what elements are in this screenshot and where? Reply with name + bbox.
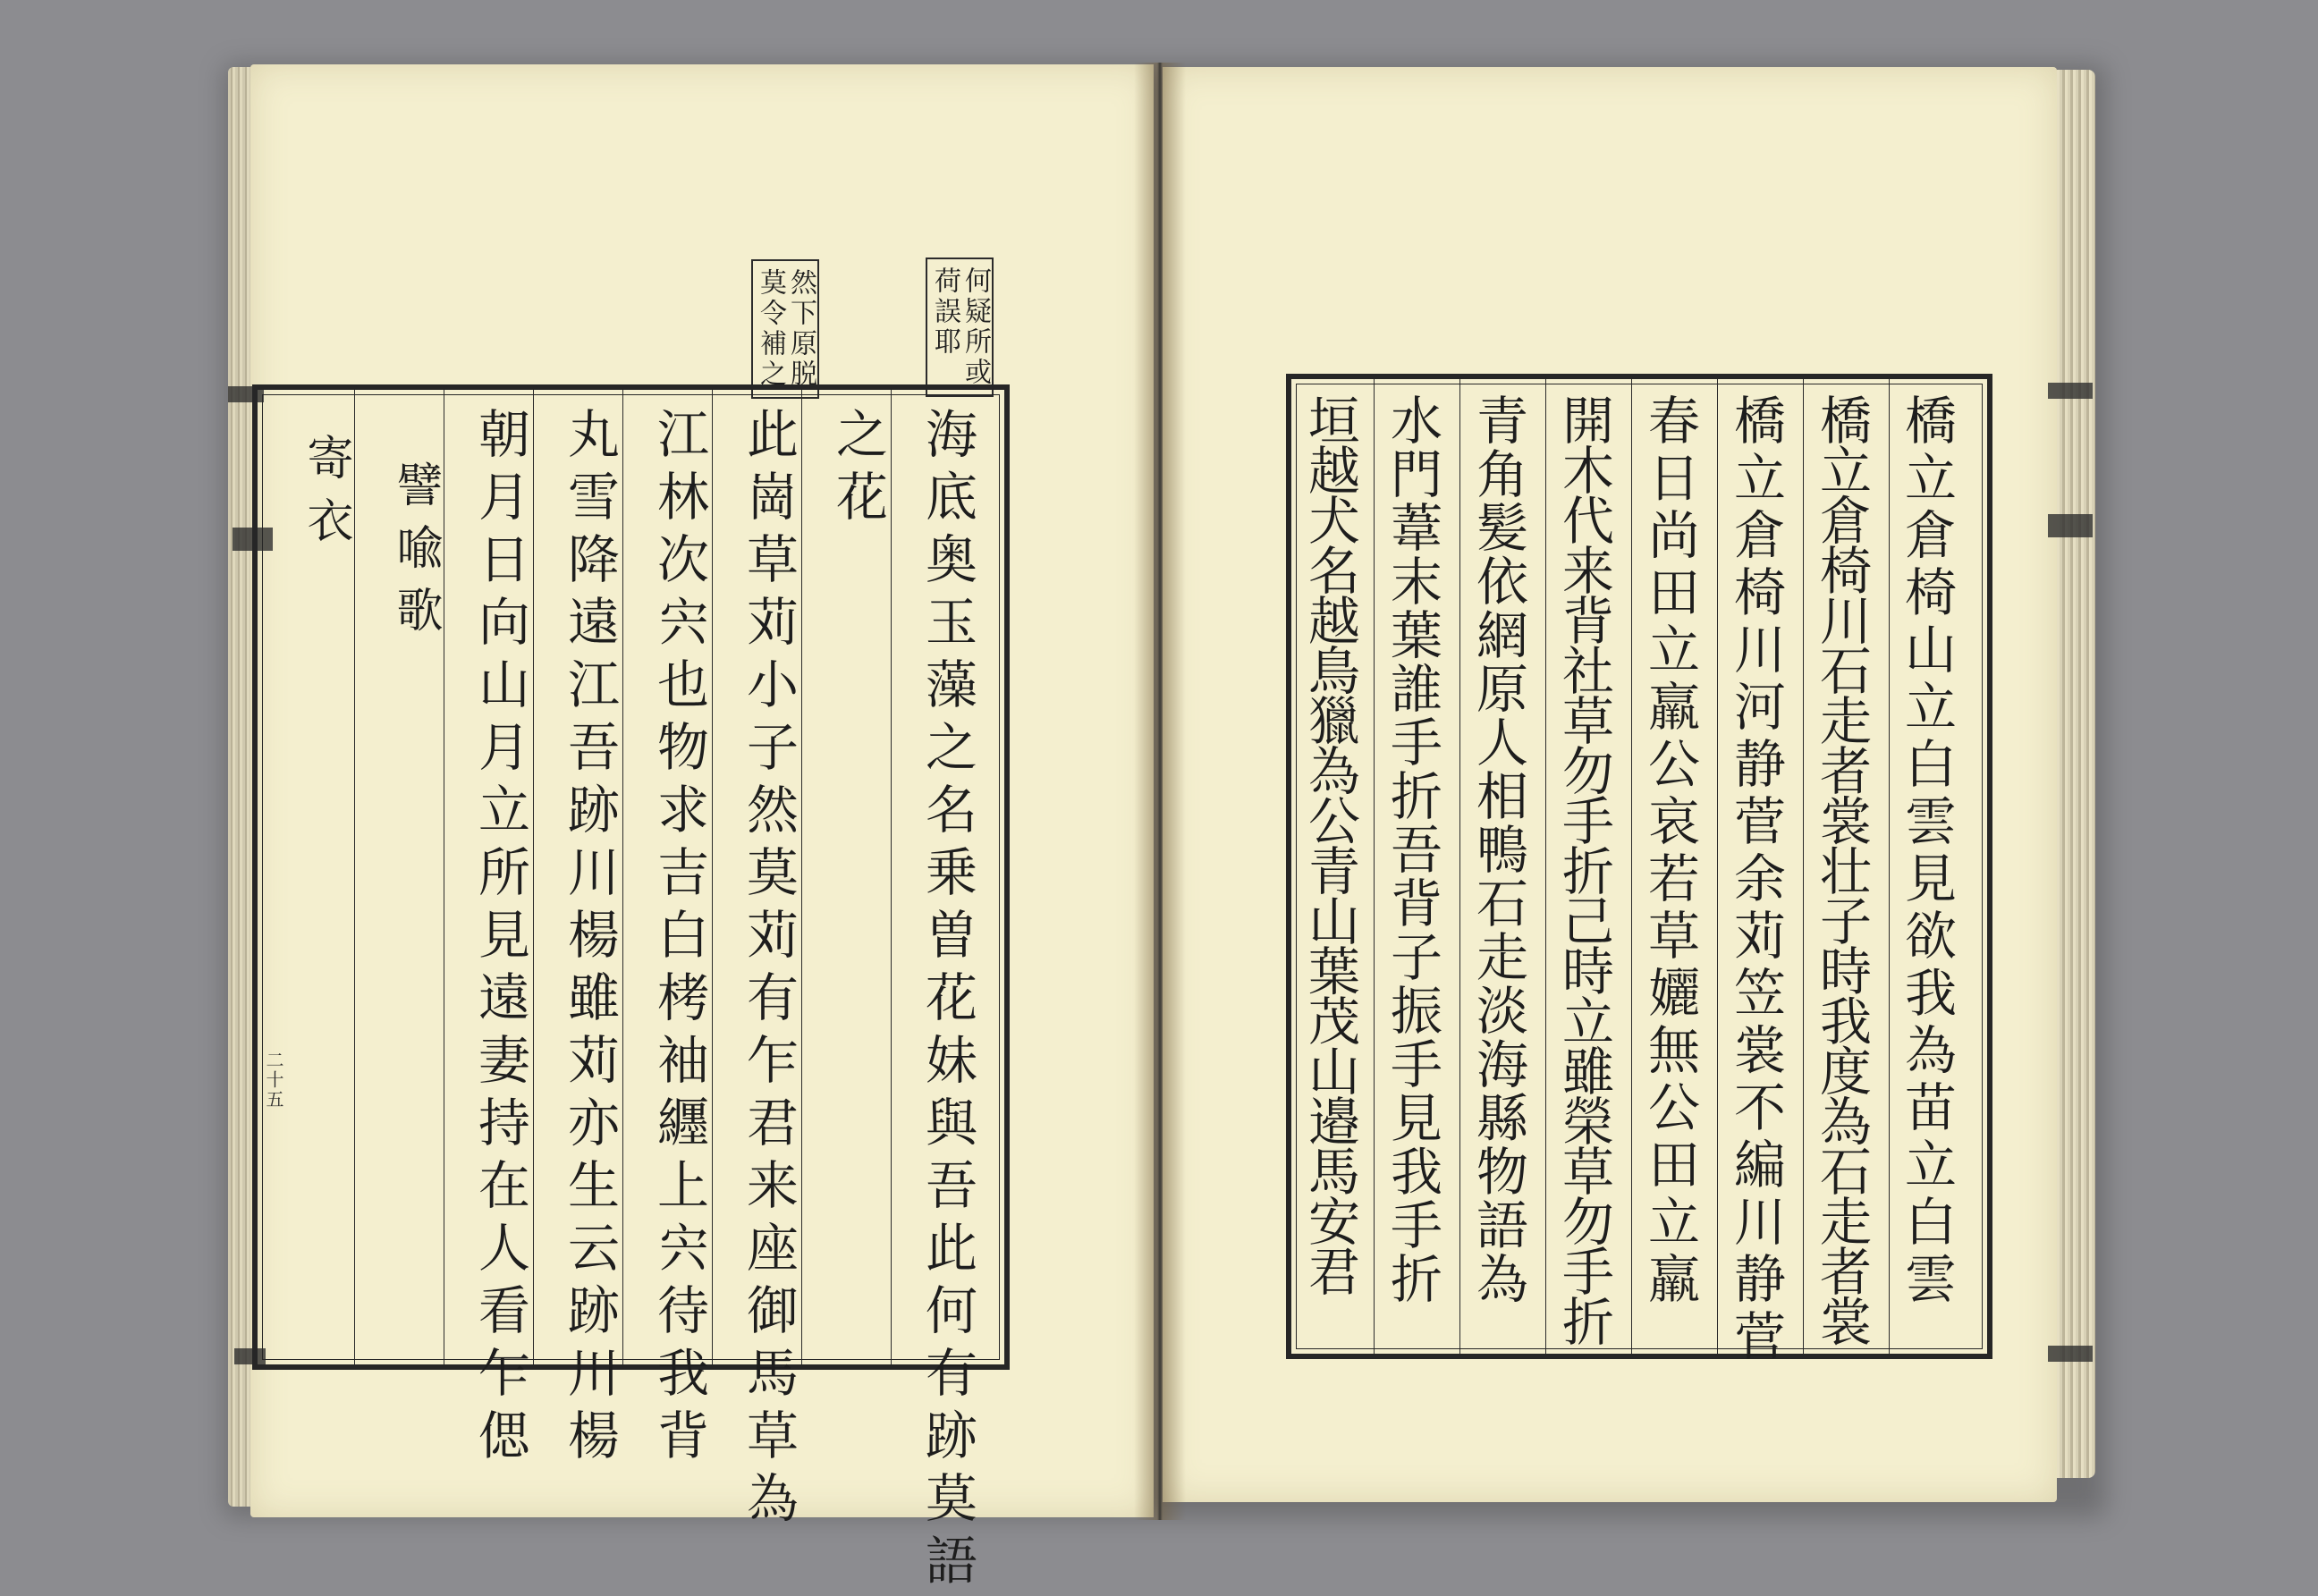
book-gutter <box>1134 63 1186 1520</box>
head-note-2 <box>751 259 819 399</box>
text-column-1: 海底奥玉藻之名乗曽花妹與吾此何有跡莫語 <box>917 407 977 1596</box>
head-note-line: 荷誤耶 <box>929 266 960 358</box>
page-number: 二十五 <box>263 1051 284 1110</box>
text-column-5: 丸雪降遠江吾跡川楊雖苅亦生云跡川楊 <box>559 407 620 1471</box>
column-rule <box>801 390 802 1364</box>
text-column-8: 垣越犬名越鳥獵為公青山葉茂山邉馬安君 <box>1299 393 1360 1295</box>
text-column-4: 江林次宍也物求吉白栲袖纒上宍待我背 <box>648 407 709 1471</box>
text-column-1: 橋立倉椅山立白雲見欲我為苗立白雲 <box>1896 393 1957 1309</box>
column-rule <box>1374 379 1375 1354</box>
column-rule <box>1803 379 1804 1354</box>
text-column-6: 青角髪依網原人相鴨石走淡海縣物語為 <box>1468 393 1528 1305</box>
column-rule <box>622 390 623 1364</box>
text-column-2: 之花 <box>827 407 888 532</box>
column-rule <box>1459 379 1460 1354</box>
column-rule <box>891 390 892 1364</box>
edge-mark <box>2048 1346 2093 1362</box>
head-note-line: 然下原脱 <box>785 268 816 390</box>
column-rule <box>1545 379 1546 1354</box>
column-rule <box>1631 379 1632 1354</box>
edge-mark <box>2048 383 2093 399</box>
column-rule <box>712 390 713 1364</box>
edge-mark <box>2048 514 2093 537</box>
subsection-heading: 寄衣 <box>299 434 352 559</box>
column-rule <box>1889 379 1890 1354</box>
column-rule <box>533 390 534 1364</box>
left-text-frame <box>252 384 1010 1370</box>
text-column-3: 橋立倉椅川河静菅余苅笠裳不編川静菅 <box>1725 393 1786 1366</box>
text-column-5: 開木代来背社草勿手折己時立雖榮草勿手折 <box>1553 393 1614 1345</box>
section-heading: 譬喩歌 <box>388 460 442 648</box>
text-column-7: 水門葦末葉誰手折吾背子振手見我手折 <box>1382 393 1442 1305</box>
text-column-4: 春日尚田立羸公哀若草孋無公田立羸 <box>1639 393 1700 1309</box>
head-note-line: 何疑所或 <box>960 266 991 388</box>
text-column-2: 橋立倉椅川石走者裳壮子時我度為石走者裳 <box>1811 393 1872 1345</box>
head-note-line: 莫令補之 <box>755 268 786 390</box>
column-rule <box>354 390 355 1364</box>
column-rule <box>1717 379 1718 1354</box>
head-note-1 <box>926 258 994 397</box>
text-column-6: 朝月日向山月立所見遠妻持在人看乍偲 <box>470 407 530 1471</box>
text-column-3: 此崗草苅小子然莫苅有乍君来座御馬草為 <box>738 407 799 1533</box>
